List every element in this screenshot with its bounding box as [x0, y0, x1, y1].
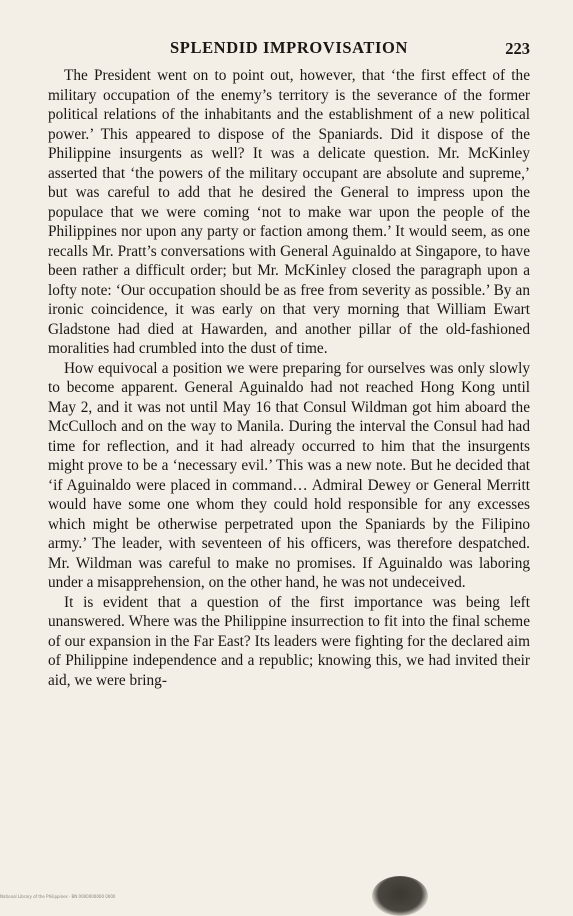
running-head: SPLENDID IMPROVISATION: [170, 38, 408, 57]
body-text: [48, 66, 530, 690]
scan-footer-stamp: National Library of the Philippines · BN 0000000000 0000: [0, 894, 116, 899]
paragraph-2: How equivocal a position we were preparing for ourselves was only slowly to become apparent. General Aguinaldo had not reached Hong Kong until May 2, and it was not until May 16 that Consul Wildman got him aboard the McCulloch and on the way to Manila. During the interval the Consul had had time for reflection, and it had already occurred to him that the insurgents might prove to be a ‘necessary evil.’ This was a new note. But he decided that ‘if Aguinaldo were placed in command… Admiral Dewey or General Merritt would have some one whom they could hold responsible for any excesses which might be otherwise perpetrated upon the Spaniards by the Filipino army.’ The leader, with seventeen of his officers, was therefore despatched. Mr. Wildman was careful to make no promises. If Aguinaldo was laboring under a misapprehension, on the other hand, he was not undeceived.: [48, 359, 530, 591]
paragraph-1: The President went on to point out, however, that ‘the first effect of the military occupation of the enemy’s territory is the severance of the former political relations of the inhabitants and the establishment of a new political power.’ This appeared to dispose of the Spaniards. Did it dispose of the Philippine insurgents as well? It was a delicate question. Mr. McKinley asserted that ‘the powers of the military occupant are absolute and supreme,’ but was careful to add that he desired the General to impress upon the populace that we were coming ‘not to make war upon the people of the Philippines nor upon any party or faction among them.’ It would seem, as one recalls Mr. Pratt’s conversations with General Aguinaldo at Singapore, to have been rather a difficult order; but Mr. McKinley closed the paragraph upon a lofty note: ‘Our occupation should be as free from severity as possible.’ By an ironic coincidence, it was early on that very morning that William Ewart Gladstone had died at Hawarden, and another pillar of the old-fashioned moralities had crumbled into the dust of time.: [48, 67, 530, 357]
scan-thumb-smudge: [372, 876, 428, 916]
page-header: [48, 38, 530, 62]
paragraph-3: It is evident that a question of the first importance was being left unanswered. Where was the Philippine insurrection to fit into the final scheme of our expansion in the Far East? Its leaders were fighting for the declared aim of Philippine independence and a republic; knowing this, we had invited their aid, we were bring-: [48, 593, 530, 689]
page-number: 223: [505, 39, 530, 58]
